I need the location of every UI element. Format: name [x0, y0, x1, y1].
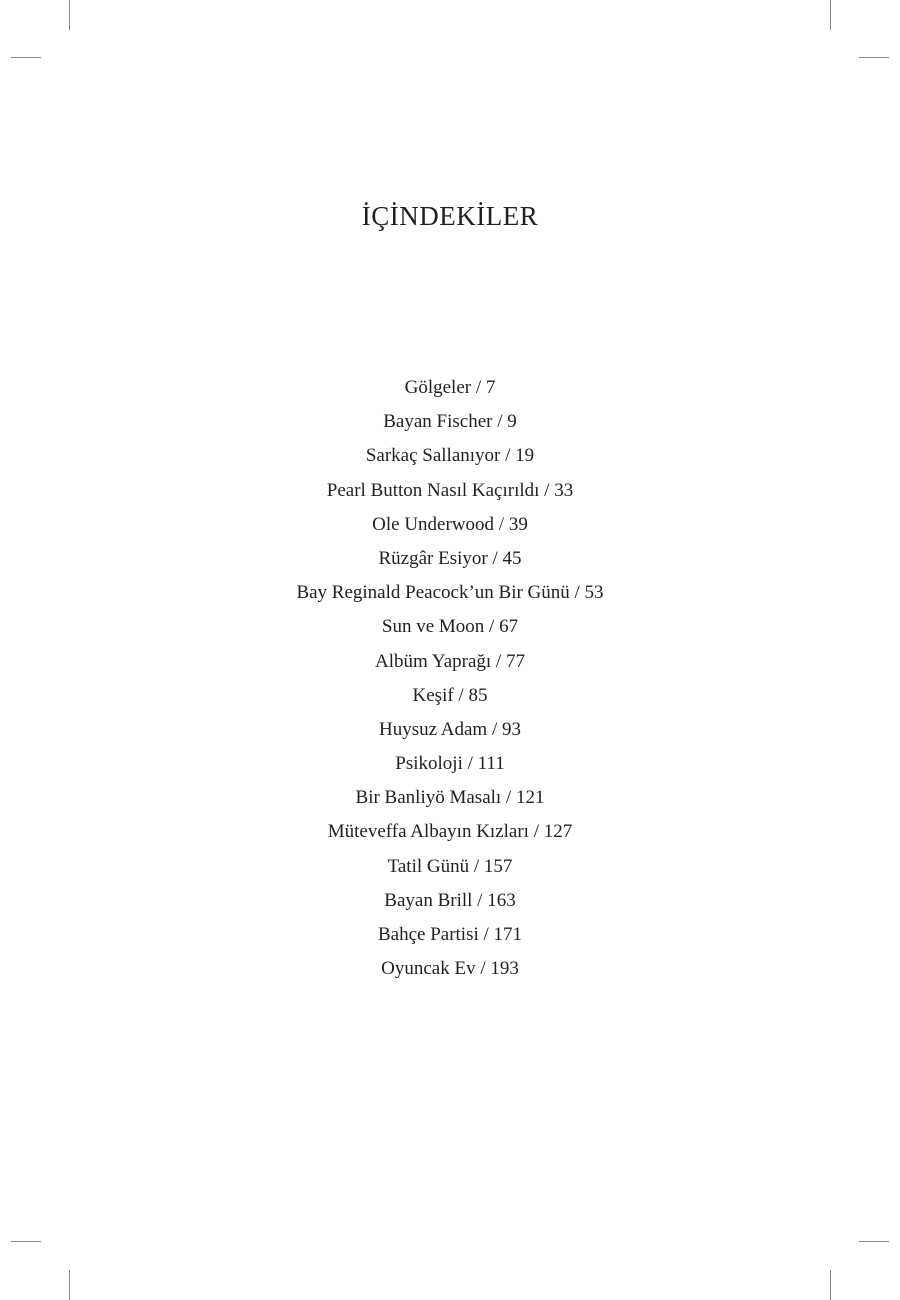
toc-entry: Bir Banliyö Masalı / 121 [355, 787, 545, 809]
crop-mark-bottom-right-vertical [830, 1270, 831, 1300]
toc-entry: Sun ve Moon / 67 [381, 616, 519, 638]
crop-mark-bottom-left-horizontal [11, 1241, 41, 1242]
toc-entry: Psikoloji / 111 [395, 753, 505, 775]
toc-entry: Bayan Brill / 163 [384, 889, 516, 911]
toc-entry: Pearl Button Nasıl Kaçırıldı / 33 [326, 479, 574, 501]
toc-entry: Müteveffa Albayın Kızları / 127 [327, 821, 573, 843]
toc-entry: Keşif / 85 [412, 684, 488, 706]
toc-entry: Gölgeler / 7 [404, 377, 496, 398]
crop-mark-top-right-vertical [830, 0, 831, 30]
toc-entry: Oyuncak Ev / 193 [381, 958, 519, 980]
toc-entry: Albüm Yaprağı / 77 [375, 650, 525, 672]
toc-entry: Tatil Günü / 157 [387, 855, 513, 877]
crop-mark-top-right-horizontal [859, 57, 889, 58]
crop-mark-top-left-vertical [69, 0, 70, 30]
toc-entry: Bahçe Partisi / 171 [377, 924, 523, 945]
crop-mark-bottom-right-horizontal [859, 1241, 889, 1242]
toc-entry: Ole Underwood / 39 [372, 513, 528, 535]
toc-entry: Bayan Fischer / 9 [383, 411, 517, 433]
toc-entry: Bay Reginald Peacock’un Bir Günü / 53 [296, 582, 604, 604]
toc-entry: Huysuz Adam / 93 [379, 718, 521, 740]
toc-entry: Rüzgâr Esiyor / 45 [378, 547, 522, 569]
toc-entry: Sarkaç Sallanıyor / 19 [365, 445, 535, 467]
page-title: İÇİNDEKİLER [361, 201, 539, 231]
crop-mark-top-left-horizontal [11, 57, 41, 58]
table-of-contents [0, 371, 900, 986]
crop-mark-bottom-left-vertical [69, 1270, 70, 1300]
